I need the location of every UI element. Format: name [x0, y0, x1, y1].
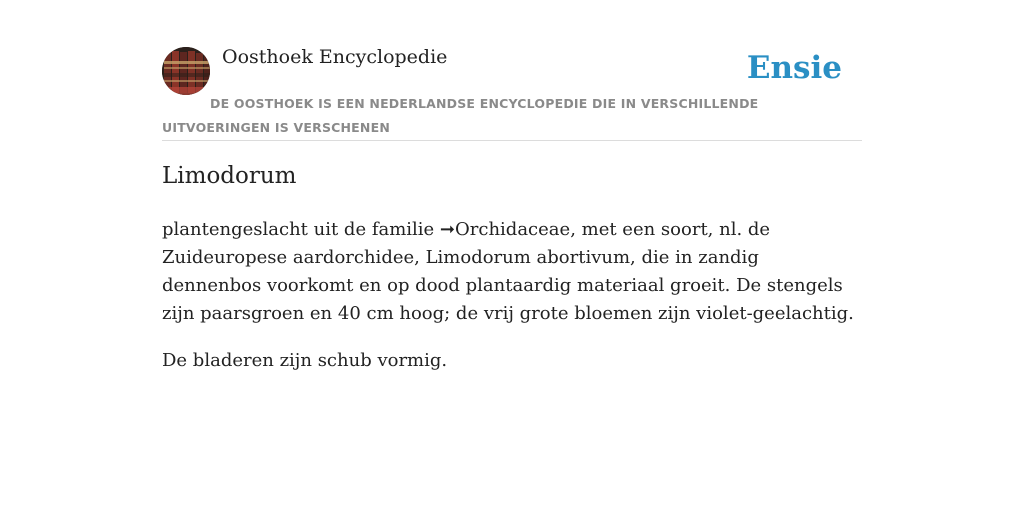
- paragraph-text-before-link: plantengeslacht uit de familie: [162, 219, 440, 240]
- encyclopedia-books-icon[interactable]: [162, 47, 210, 95]
- site-title[interactable]: Oosthoek Encyclopedie: [222, 46, 448, 68]
- site-tagline: DE OOSTHOEK IS EEN NEDERLANDSE ENCYCLOPEDIE DIE IN VERSCHILLENDE UITVOERINGEN IS VERSCHENEN: [162, 96, 759, 135]
- article-title: Limodorum: [162, 163, 297, 189]
- article-paragraph: [162, 216, 862, 328]
- header: [162, 0, 862, 141]
- link-orchidaceae[interactable]: Orchidaceae: [455, 219, 571, 240]
- arrow-right-icon: ➞: [439, 219, 456, 240]
- article-paragraph: De bladeren zijn schub vormig.: [162, 350, 448, 371]
- brand-logo[interactable]: Ensie: [746, 50, 842, 86]
- page: [162, 0, 862, 371]
- paragraph-text-after-link: , met een soort, nl. de Zuideuropese aardorchidee, Limodorum abortivum, die in zandig dennenbos voorkomt en op dood plantaardig materiaal groeit. De stengels zijn paarsgroen en 40 cm hoog; de vrij grote bloemen zijn violet-geelachtig.: [162, 219, 854, 324]
- article-body: [162, 216, 862, 394]
